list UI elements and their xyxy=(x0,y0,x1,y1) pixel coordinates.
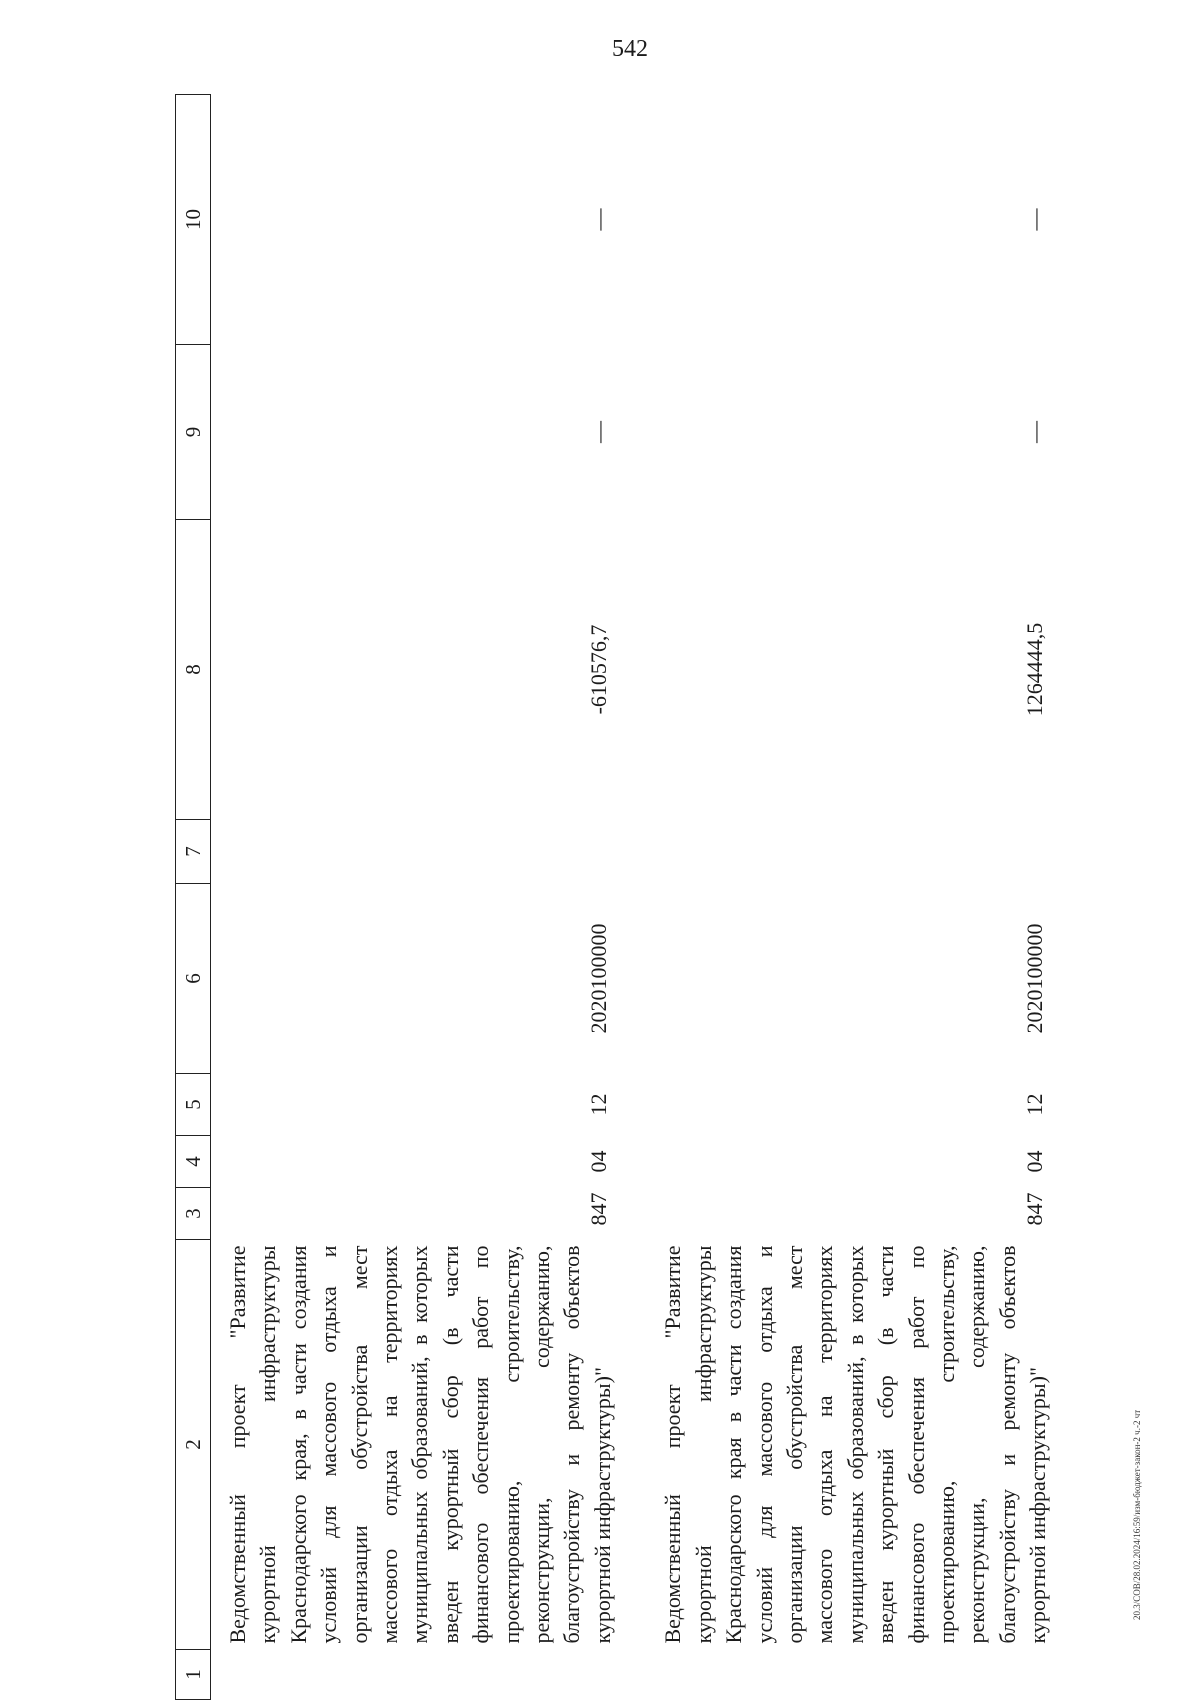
row-number-cell xyxy=(211,1650,619,1700)
row-description: Ведомственный проект "Развитие курортной инфраструктуры Краснодарского края, в части создания условий для массового отдыха и организации обустройства мест массового отдыха на территориях муниципальных образований, в которых введен курортный сбор (в части финансового обеспечения работ по проектированию, строительству, реконструкции, содержанию, благоустройству и ремонту объектов курортной инфраструктуры)" xyxy=(225,1245,615,1644)
table-header-row xyxy=(176,95,211,1700)
column-header-6: 6 xyxy=(176,884,211,1074)
column-header-10: 10 xyxy=(176,95,211,345)
cell-col-5: 12 xyxy=(586,1093,612,1116)
column-header-7: 7 xyxy=(176,820,211,884)
cell-col-9: — xyxy=(586,421,612,443)
rotated-table-container xyxy=(175,95,1051,1700)
column-header-2: 2 xyxy=(176,1240,211,1650)
cell-col-10: — xyxy=(586,208,612,231)
cell-col-5: 12 xyxy=(1021,1093,1047,1116)
cell-col-7 xyxy=(211,820,619,884)
row-number-cell xyxy=(646,1650,1053,1700)
cell-col-3: 847 xyxy=(1021,1192,1047,1226)
row-spacer xyxy=(618,95,646,1700)
cell-col-9: — xyxy=(1021,421,1047,443)
cell-col-8: -610576,7 xyxy=(586,624,612,715)
footer-document-code: 20.3/СОВ/28.02.2024/16:59/изм-бюджет-закон-2 ч.-2 чт xyxy=(1132,1409,1142,1620)
column-header-1: 1 xyxy=(176,1650,211,1700)
cell-col-3: 847 xyxy=(586,1192,612,1226)
cell-col-6: 2020100000 xyxy=(586,923,612,1034)
table-row xyxy=(646,95,1053,1700)
cell-col-4: 04 xyxy=(586,1150,612,1173)
page-number: 542 xyxy=(612,36,648,62)
column-header-5: 5 xyxy=(176,1074,211,1136)
cell-col-6: 2020100000 xyxy=(1021,923,1047,1034)
budget-table xyxy=(175,94,1054,1700)
cell-col-7 xyxy=(646,820,1053,884)
column-header-8: 8 xyxy=(176,520,211,820)
column-header-9: 9 xyxy=(176,345,211,520)
row-description: Ведомственный проект "Развитие курортной инфраструктуры Краснодарского края в части создания условий для массового отдыха и организации обустройства мест массового отдыха на территориях муниципальных образований, в которых введен курортный сбор (в части финансового обеспечения работ по проектированию, строительству, реконструкции, содержанию, благоустройству и ремонту объектов курортной инфраструктуры)" xyxy=(660,1245,1051,1644)
cell-col-4: 04 xyxy=(1021,1150,1047,1173)
cell-col-10: — xyxy=(1021,208,1047,231)
table-row xyxy=(211,95,619,1700)
column-header-3: 3 xyxy=(176,1188,211,1240)
cell-col-8: 1264444,5 xyxy=(1021,622,1047,717)
column-header-4: 4 xyxy=(176,1136,211,1188)
